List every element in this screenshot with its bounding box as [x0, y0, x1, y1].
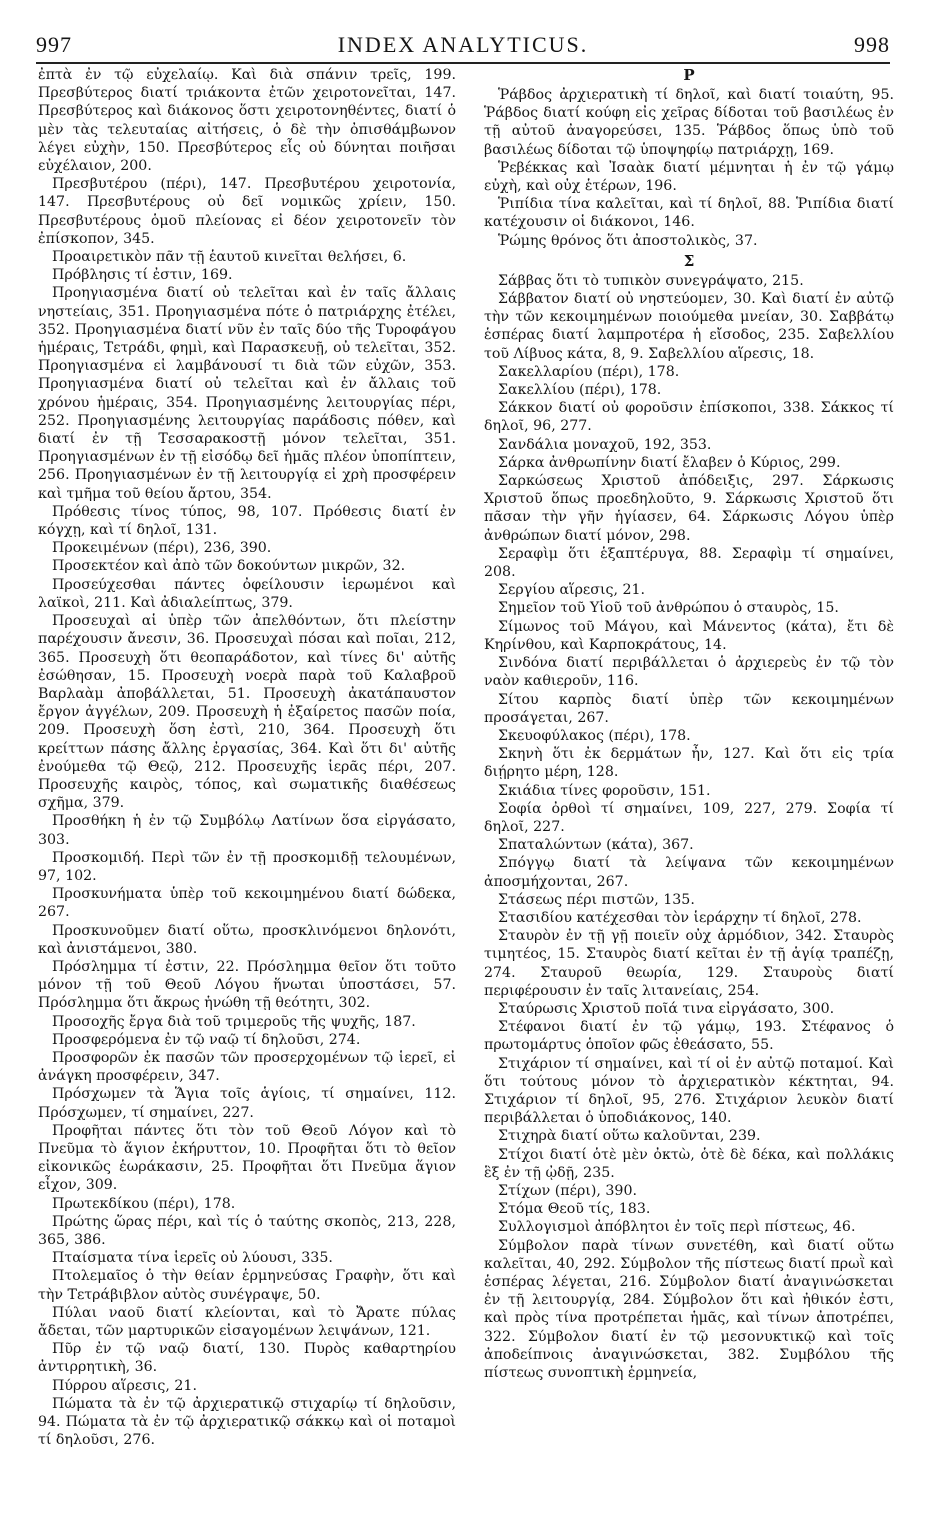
index-entry: Πρόθεσις τίνος τύπος, 98, 107. Πρόθεσις διατί ἐν κόγχῃ, καὶ τί δηλοῖ, 131.: [38, 503, 456, 539]
index-entry: Σακελλαρίου (πέρι), 178.: [498, 363, 680, 380]
index-entry: Σκηνὴ ὅτι ἐκ δερμάτων ἦν, 127. Καὶ ὅτι εἰς τρία διῄρητο μέρη, 128.: [484, 746, 894, 781]
index-entry: Προσευχαὶ αἱ ὑπὲρ τῶν ἀπελθόντων, ὅτι πλείστην παρέχουσιν ἄνεσιν, 36. Προσευχαὶ πόσαι καὶ ποῖαι, 212, 365. Προσευχὴ ὅτι θεοπαράδοτον, καὶ τίνες δι' αὐτῆς ἐσώθησαν, 15. Προσευχὴ νοερὰ παρὰ τοῦ Καλαβροῦ Βαρλαὰμ ἀποβάλλεται, 51. Προσευχὴ ἀκατάπαυστον ἔργον ἀγγέλων, 209. Προσευχὴ ἡ ἐξαίρετος πασῶν ποία, 209. Προσευχὴ ὅση ἐστὶ, 210, 364. Προσευχὴ ὅτι κρείττων πάσης ἄλλης ἐργασίας, 364. Καὶ ὅτι δι' αὐτῆς ἐνούμεθα τῷ Θεῷ, 212. Προσευχῆς ἱερᾶς πέρι, 207. Προσευχῆς καιρὸς, τόπος, καὶ σωματικῆς διαθέσεως σχῆμα, 379.: [38, 613, 456, 812]
index-entry: Πώματα τὰ ἐν τῷ ἀρχιερατικῷ στιχαρίῳ τί δηλοῦσιν, 94. Πώματα τὰ ἐν τῷ ἀρχιερατικῷ σάκκῳ καὶ οἱ ποταμοὶ τί δηλοῦσι, 276.: [38, 1395, 456, 1449]
left-column: [38, 66, 456, 1521]
index-entry: Σπόγγῳ διατί τὰ λείψανα τῶν κεκοιμημένων ἀποσμήχονται, 267.: [484, 855, 894, 890]
index-entry: Στιχάριον τί σημαίνει, καὶ τί οἱ ἐν αὐτῷ ποταμοί. Καὶ ὅτι τούτους μόνον τὸ ἀρχιερατικὸν κέκτηται, 94. Στιχάριον τί δηλοῖ, 95, 276. Στιχάριον λευκὸν διατί περιβάλλεται ὁ ὑποδιάκονος, 140.: [484, 1055, 894, 1127]
index-entry: Πρόβλησις τί ἐστιν, 169.: [52, 267, 233, 284]
index-entry: Σάββας ὅτι τὸ τυπικὸν συνεγράψατο, 215.: [498, 272, 804, 289]
index-entry: Σταύρωσις Χριστοῦ ποῖά τινα εἰργάσατο, 300.: [498, 1000, 835, 1017]
index-entry: Προσεκτέον καὶ ἀπὸ τῶν δοκούντων μικρῶν, 32.: [52, 558, 406, 575]
page-number-left: 997: [36, 32, 72, 57]
section-letter-sigma: Σ: [683, 251, 695, 270]
index-entry: Πύρρου αἵρεσις, 21.: [52, 1377, 197, 1394]
index-entry: Σημεῖον τοῦ Υἱοῦ τοῦ ἀνθρώπου ὁ σταυρὸς, 15.: [498, 600, 839, 617]
index-entry: Πύλαι ναοῦ διατί κλείονται, καὶ τὸ Ἄρατε πύλας ἄδεται, τῶν μαρτυρικῶν εἰσαγομένων λειψάνων, 121.: [38, 1304, 456, 1340]
index-entry: Ῥιπίδια τίνα καλεῖται, καὶ τί δηλοῖ, 88. Ῥιπίδια διατί κατέχουσιν οἱ διάκονοι, 146.: [484, 196, 894, 231]
index-entry: Στίχοι διατί ὁτὲ μὲν ὀκτὼ, ὁτὲ δὲ δέκα, καὶ πολλάκις ἓξ ἐν τῇ ᾠδῇ, 235.: [484, 1146, 894, 1181]
sigma-entries: [484, 272, 894, 1382]
index-entry: Σκευοφύλακος (πέρι), 178.: [498, 727, 691, 744]
index-entry: Σκιάδια τίνες φοροῦσιν, 151.: [498, 782, 711, 799]
index-entry: Σεραφὶμ ὅτι ἑξαπτέρυγα, 88. Σεραφὶμ τί σημαίνει, 208.: [484, 545, 894, 581]
index-entry: Προσοχῆς ἔργα διὰ τοῦ τριμεροῦς τῆς ψυχῆς, 187.: [52, 1013, 416, 1030]
index-entry: Στιχηρὰ διατί οὕτω καλοῦνται, 239.: [498, 1128, 761, 1145]
index-entry: Πρώτης ὥρας πέρι, καὶ τίς ὁ ταύτης σκοπὸς, 213, 228, 365, 386.: [38, 1213, 456, 1248]
index-entry: Προσφερόμενα ἐν τῷ ναῷ τί δηλοῦσι, 274.: [52, 1031, 361, 1048]
index-entry: Προσκυνήματα ὑπὲρ τοῦ κεκοιμημένου διατί δώδεκα, 267.: [38, 886, 456, 921]
index-entry: Προσκομιδή. Περὶ τῶν ἐν τῇ προσκομιδῇ τελουμένων, 97, 102.: [38, 849, 456, 884]
index-entry: Προφῆται πάντες ὅτι τὸν τοῦ Θεοῦ Λόγον καὶ τὸ Πνεῦμα τὸ ἅγιον ἐκήρυττον, 10. Προφῆται ὅτι τὸ θεῖον εἰκονικῶς ἑωράκασιν, 25. Προφῆται ὅτι Πνεῦμα ἅγιον εἶχον, 309.: [38, 1122, 456, 1194]
page-header: [36, 32, 890, 60]
index-entry: Σίμωνος τοῦ Μάγου, καὶ Μάνεντος (κάτα), ἔτι δὲ Κηρίνθου, καὶ Καρποκράτους, 14.: [484, 618, 894, 653]
index-entry: Στόμα Θεοῦ τίς, 183.: [498, 1201, 651, 1218]
index-entry: Προσκυνοῦμεν διατί οὕτω, προσκλινόμενοι δηλονότι, καὶ ἀνιστάμενοι, 380.: [38, 922, 456, 957]
index-entry: Πτολεμαῖος ὁ τὴν θείαν ἑρμηνεύσας Γραφὴν, ὅτι καὶ τὴν Τετράβιβλον αὐτὸς συνέγραψε, 50.: [38, 1268, 456, 1303]
index-entry: Πρεσβυτέρου (πέρι), 147. Πρεσβυτέρου χειροτονία, 147. Πρεσβυτέρους οὐ δεῖ νομικῶς χρίειν, 150. Πρεσβυτέρους ὁμοῦ πλείονας εἰ δέον χειροτονεῖν τὸν ἐπίσκοπον, 345.: [38, 176, 456, 247]
index-entry: Πρόσλημμα τί ἐστιν, 22. Πρόσλημμα θεῖον ὅτι τοῦτο μόνον τῇ τοῦ Θεοῦ Λόγου ἥνωται ὑποστάσει, 57. Πρόσλημμα ὅτι ἄκρως ἡνώθη τῇ θεότητι, 302.: [38, 958, 456, 1012]
index-entry: Στασιδίου κατέχεσθαι τὸν ἱεράρχην τί δηλοῖ, 278.: [498, 909, 862, 926]
index-entry: Σάκκον διατί οὐ φοροῦσιν ἐπίσκοποι, 338. Σάκκος τί δηλοῖ, 96, 277.: [484, 400, 894, 435]
index-entry: Σακελλίου (πέρι), 178.: [498, 382, 662, 399]
index-entry: Προκειμένων (πέρι), 236, 390.: [52, 540, 272, 557]
index-entry: Προαιρετικὸν πᾶν τῇ ἑαυτοῦ κινεῖται θελήσει, 6.: [52, 249, 407, 266]
index-entry: Σάββατον διατί οὐ νηστεύομεν, 30. Καὶ διατί ἐν αὐτῷ τὴν τῶν κεκοιμημένων ποιούμεθα μνείαν, 30. Σαββάτῳ ἑσπέρας διατί λαμπροτέρα ἡ εἴσοδος, 235. Σαβελλίου τοῦ Λίβυος κάτα, 8, 9. Σαβελλίου αἵρεσις, 18.: [484, 291, 894, 362]
index-entry: Σαρκώσεως Χριστοῦ ἀπόδειξις, 297. Σάρκωσις Χριστοῦ ὅπως προεδηλοῦτο, 9. Σάρκωσις Χριστοῦ ὅτι πᾶσαν τὴν γῆν ἡγίασεν, 64. Σάρκωσις Λόγου ὑπὲρ ἀνθρώπων διατί μόνον, 298.: [484, 473, 894, 544]
index-entry: Πρόσχωμεν τὰ Ἅγια τοῖς ἁγίοις, τί σημαίνει, 112. Πρόσχωμεν, τί σημαίνει, 227.: [38, 1086, 456, 1121]
section-letter-rho: P: [683, 66, 695, 84]
right-column: [484, 66, 894, 1521]
index-entry: Πῦρ ἐν τῷ ναῷ διατί, 130. Πυρὸς καθαρτηρίου ἀντιρρητικὴ, 36.: [38, 1341, 456, 1376]
index-entry: ἐπτὰ ἐν τῷ εὐχελαίῳ. Καὶ διὰ σπάνιν τρεῖς, 199. Πρεσβύτερος διατί τριάκοντα ἐτῶν χειροτονεῖται, 147. Πρεσβύτερος καὶ διάκονος ὅστι χειροτονηθέντες, διατί ὁ μὲν τὰς τελευταίας αἰτήσεις, ὁ δὲ τὴν ὀπισθάμβωνον λέγει εὐχὴν, 150. Πρεσβύτερος εἷς οὐ δύνηται ποιῆσαι εὐχέλαιον, 200.: [38, 67, 456, 175]
index-entry: Στάσεως πέρι πιστῶν, 135.: [498, 891, 695, 908]
index-entry: Στέφανοι διατί ἐν τῷ γάμῳ, 193. Στέφανος ὁ πρωτομάρτυς ὁποῖον φῶς ἐθεάσατο, 55.: [484, 1019, 894, 1054]
header-rule: [36, 62, 890, 64]
index-entry: Σανδάλια μοναχοῦ, 192, 353.: [498, 436, 712, 453]
index-entry: Προηγιασμένα διατί οὐ τελεῖται καὶ ἐν ταῖς ἄλλαις νηστείαις, 351. Προηγιασμένα πότε ὁ πατριάρχης ἐτέλει, 352. Προηγιασμένα διατί νῦν ἐν ταῖς δύο τῆς Τυροφάγου ἡμέραις, Τετράδι, φημὶ, καὶ Παρασκευῇ, οὐ τελεῖται, 352. Προηγιασμένα εἰ λαμβάνουσί τι διὰ τῶν εὐχῶν, 353. Προηγιασμένα διατί οὐ τελεῖται καὶ ἐν ἄλλαις τοῦ χρόνου ἡμέραις, 354. Προηγιασμένης λειτουργίας πέρι, 252. Προηγιασμένης λειτουργίας παράδοσις πόθεν, καὶ διατί ἐν τῇ Τεσσαρακοστῇ μόνον τελεῖται, 351. Προηγιασμένων ἐν τῇ εἰσόδῳ δεῖ ἡμᾶς πλέον ὑποπίπτειν, 256. Προηγιασμένων ἐν τῇ λειτουργίᾳ εἰ χρὴ προσφέρειν καὶ τμῆμα τοῦ θείου ἄρτου, 354.: [38, 285, 456, 502]
index-entry: Συλλογισμοὶ ἀπόβλητοι ἐν τοῖς περὶ πίστεως, 46.: [498, 1219, 856, 1236]
index-entry: Πταίσματα τίνα ἱερεῖς οὐ λύουσι, 335.: [52, 1250, 333, 1267]
index-entry: Σεργίου αἵρεσις, 21.: [498, 582, 646, 599]
index-entry: Προσφορῶν ἐκ πασῶν τῶν προσερχομένων τῷ ἱερεῖ, εἰ ἀνάγκη προσφέρειν, 347.: [38, 1049, 456, 1085]
index-entry: Σύμβολον παρὰ τίνων συνετέθη, καὶ διατί οὕτω καλεῖται, 40, 292. Σύμβολον τῆς πίστεως διατί πρωῒ καὶ ἑσπέρας λέγεται, 216. Σύμβολον διατί ἀναγινώσκεται ἐν τῇ λειτουργίᾳ, 284. Σύμβολον ὅτι καὶ ἠθικόν ἐστι, καὶ πρὸς τίνα προτρέπεται ἡμᾶς, καὶ τίνων ἀποτρέπει, 322. Σύμβολον διατί ἐν τῷ μεσονυκτικῷ καὶ τοῖς ἀποδείπνοις ἀναγινώσκεται, 382. Συμβόλου τῆς πίστεως συνοπτικὴ ἑρμηνεία,: [484, 1237, 894, 1382]
index-entry: Ῥεβέκκας καὶ Ἰσαὰκ διατί μέμνηται ἡ ἐν τῷ γάμῳ εὐχὴ, καὶ οὐχ ἑτέρων, 196.: [484, 159, 894, 195]
index-entry: Προσθήκη ἡ ἐν τῷ Συμβόλῳ Λατίνων ὅσα εἰργάσατο, 303.: [38, 813, 456, 848]
index-entry: Στίχων (πέρι), 390.: [498, 1182, 638, 1199]
index-entry: Ῥώμης θρόνος ὅτι ἀποστολικὸς, 37.: [498, 232, 758, 249]
index-entry: Σάρκα ἀνθρωπίνην διατί ἔλαβεν ὁ Κύριος, 299.: [498, 454, 841, 471]
index-entry: Σταυρὸν ἐν τῇ γῇ ποιεῖν οὐχ ἁρμόδιον, 342. Σταυρὸς τιμητέος, 15. Σταυρὸς διατί κεῖται ἐν τῇ ἁγίᾳ τραπέζῃ, 274. Σταυροῦ θεωρία, 129. Σταυροὺς διατί περιφέρουσιν ἐν ταῖς λιτανείαις, 254.: [484, 928, 894, 999]
running-title: INDEX ANALYTICUS.: [337, 32, 589, 57]
index-entry: Σινδόνα διατί περιβάλλεται ὁ ἀρχιερεὺς ἐν τῷ τὸν ναὸν καθιεροῦν, 116.: [484, 655, 894, 690]
index-entry: Σπαταλώντων (κάτα), 367.: [498, 837, 694, 854]
page-number-right: 998: [854, 32, 890, 57]
index-entry: Ῥάβδος ἀρχιερατικὴ τί δηλοῖ, καὶ διατί τοιαύτη, 95. Ῥάβδος διατί κούφη εἰς χεῖρας δίδοται τοῦ βασιλέως ἐν τῇ αὐτοῦ ἀναγορεύσει, 135. Ῥάβδος ὅπως ὑπὸ τοῦ βασιλέως δίδοται τῷ ὑποψηφίῳ πατριάρχῃ, 169.: [484, 87, 894, 158]
index-entry: Σίτου καρπὸς διατί ὑπὲρ τῶν κεκοιμημένων προσάγεται, 267.: [484, 691, 894, 726]
rho-entries: [484, 86, 894, 250]
index-entry: Προσεύχεσθαι πάντες ὀφείλουσιν ἱερωμένοι καὶ λαϊκοὶ, 211. Καὶ ἀδιαλείπτως, 379.: [38, 576, 456, 611]
index-entry: Πρωτεκδίκου (πέρι), 178.: [52, 1195, 236, 1212]
index-entry: Σοφία ὀρθοὶ τί σημαίνει, 109, 227, 279. Σοφία τί δηλοῖ, 227.: [484, 800, 894, 835]
